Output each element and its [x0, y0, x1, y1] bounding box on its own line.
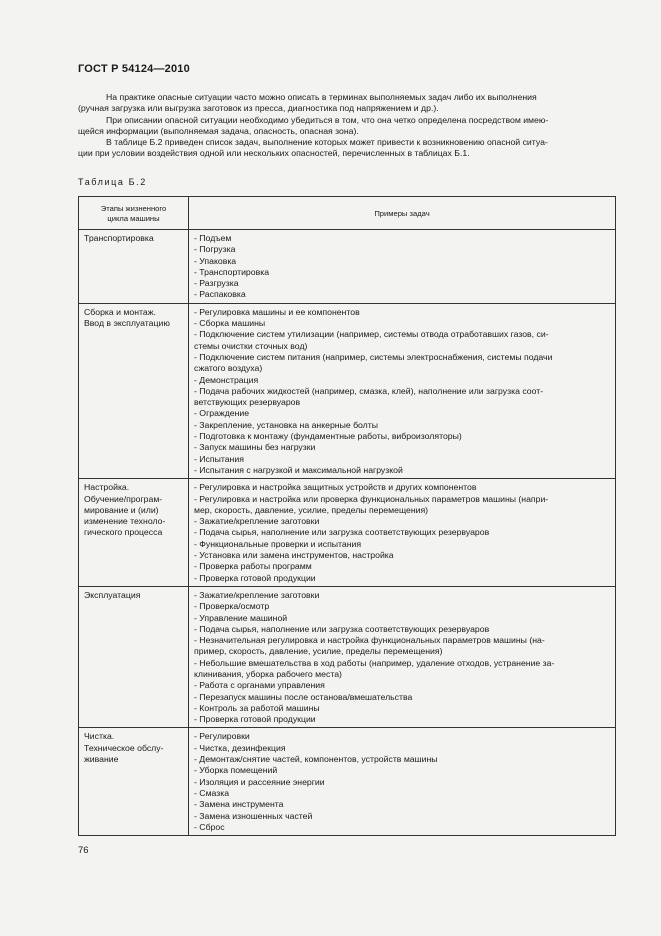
task-item: - Подача сырья, наполнение или загрузка соответствующих резервуаров	[194, 527, 490, 538]
task-item: - Незначительная регулировка и настройка функциональных параметров машины (на-	[194, 635, 545, 646]
stage-line: живание	[84, 754, 119, 765]
intro-line: На практике опасные ситуации часто можно описать в терминах выполняемых задач либо их выполнения	[106, 92, 537, 102]
task-item: - Чистка, дезинфекция	[194, 742, 286, 753]
task-item: - Сборка машины	[194, 318, 266, 329]
task-item: - Зажатие/крепление заготовки	[194, 589, 320, 600]
task-item: сжатого воздуха)	[194, 363, 263, 374]
task-examples-cell	[189, 728, 616, 836]
col1-header	[79, 197, 189, 230]
task-item: - Замена инструмента	[194, 799, 284, 810]
task-item: - Регулировка и настройка или проверка функциональных параметров машины (напри-	[194, 493, 549, 504]
stage-line: Эксплуатация	[84, 589, 141, 600]
task-item: - Регулировка машины и ее компонентов	[194, 306, 360, 317]
intro-line: При описании опасной ситуации необходимо убедиться в том, что она четко определена посредством имею-	[106, 114, 549, 125]
task-examples-cell	[189, 230, 616, 304]
task-item: - Демонстрация	[194, 374, 259, 385]
tasks-table	[78, 196, 616, 836]
task-item: пример, скорость, давление, усилие, пределы перемещения)	[194, 646, 443, 657]
task-item: - Демонтаж/снятие частей, компонентов, устройств машины	[194, 754, 438, 765]
stage-line: изменение техноло-	[84, 516, 166, 527]
lifecycle-stage-cell	[79, 479, 189, 587]
task-item: - Подача рабочих жидкостей (например, смазка, клей), наполнение или загрузка соот-	[194, 385, 544, 396]
task-item: - Регулировки	[194, 731, 250, 742]
task-item: - Замена изношенных частей	[194, 810, 313, 821]
task-item: - Испытания	[194, 453, 244, 464]
intro-line: В таблице Б.2 приведен список задач, выполнение которых может привести к возникновению опасной ситуа-	[106, 137, 548, 148]
task-item: - Упаковка	[194, 255, 237, 266]
lifecycle-stage-cell	[79, 728, 189, 836]
table-row	[79, 586, 616, 728]
table-header-row	[79, 197, 616, 230]
lifecycle-stage-cell	[79, 303, 189, 478]
standard-title: ГОСТ Р 54124—2010	[78, 63, 190, 75]
task-item: - Контроль за работой машины	[194, 702, 320, 713]
intro-text	[78, 92, 615, 160]
table-body	[79, 230, 616, 836]
task-item: - Подготовка к монтажу (фундаментные работы, виброизоляторы)	[194, 431, 462, 442]
intro-line: ции при условии воздействия одной или нескольких опасностей, перечисленных в таблицах Б.1.	[78, 148, 470, 159]
task-item: - Проверка готовой продукции	[194, 714, 316, 725]
stage-line: Сборка и монтаж.	[84, 306, 156, 317]
task-item: - Закрепление, установка на анкерные болты	[194, 419, 378, 430]
task-item: - Сброс	[194, 821, 225, 832]
task-item: - Зажатие/крепление заготовки	[194, 516, 320, 527]
task-item: - Перезапуск машины после останова/вмешательства	[194, 691, 413, 702]
stage-line: Ввод в эксплуатацию	[84, 318, 170, 329]
page-number: 76	[78, 845, 89, 856]
task-item: - Подача сырья, наполнение или загрузка соответствующих резервуаров	[194, 623, 490, 634]
table-row	[79, 479, 616, 587]
task-item: - Небольшие вмешательства в ход работы (например, удаление отходов, устранение за-	[194, 657, 555, 668]
task-item: - Работа с органами управления	[194, 680, 325, 691]
stage-line: Транспортировка	[84, 233, 154, 243]
task-item: ветствующих резервуаров	[194, 397, 301, 408]
task-item: - Регулировка и настройка защитных устройств и других компонентов	[194, 482, 477, 493]
task-item: - Проверка/осмотр	[194, 601, 270, 612]
task-item: - Запуск машины без нагрузки	[194, 442, 316, 453]
task-item: мер, скорость, давление, усилие, пределы перемещения)	[194, 504, 429, 515]
table-caption: Таблица Б.2	[78, 177, 147, 187]
task-item: - Подключение систем питания (например, системы электроснабжения, системы подачи	[194, 351, 553, 362]
intro-line: (ручная загрузка или выгрузка заготовок из пресса, диагностика под напряжением и др.).	[78, 103, 439, 114]
task-item: - Функциональные проверки и испытания	[194, 538, 362, 549]
lifecycle-stage-cell	[79, 586, 189, 728]
stage-line: Техническое обслу-	[84, 742, 164, 753]
table-row	[79, 230, 616, 304]
task-item: - Управление машиной	[194, 612, 288, 623]
task-item: - Уборка помещений	[194, 765, 278, 776]
task-item: - Транспортировка	[194, 266, 270, 277]
table-row	[79, 303, 616, 478]
task-item: - Распаковка	[194, 289, 246, 300]
task-item: - Проверка готовой продукции	[194, 572, 316, 583]
stage-line: Настройка.	[84, 482, 130, 493]
task-item: стемы очистки сточных вод)	[194, 340, 308, 351]
task-item: - Проверка работы программ	[194, 561, 312, 572]
col2-header: Примеры задач	[189, 197, 616, 230]
lifecycle-stage-cell	[79, 230, 189, 304]
task-item: - Установка или замена инструментов, настройка	[194, 550, 394, 561]
task-item: - Изоляция и рассеяние энергии	[194, 776, 325, 787]
stage-line: Чистка.	[84, 731, 115, 742]
col1-header-line: Этапы жизненного	[100, 204, 167, 213]
task-examples-cell	[189, 303, 616, 478]
col1-header-line: цикла машины	[107, 213, 160, 223]
task-item: - Испытания с нагрузкой и максимальной нагрузкой	[194, 464, 403, 475]
task-item: - Подъем	[194, 233, 232, 243]
stage-line: Обучение/програм-	[84, 493, 163, 504]
stage-line: гического процесса	[84, 527, 163, 538]
task-examples-cell	[189, 586, 616, 728]
intro-line: щейся информации (выполняемая задача, опасность, опасная зона).	[78, 125, 359, 136]
task-item: - Разгрузка	[194, 278, 239, 289]
task-item: - Ограждение	[194, 408, 250, 419]
task-examples-cell	[189, 479, 616, 587]
task-item: - Погрузка	[194, 244, 236, 255]
stage-line: мирование и (или)	[84, 504, 159, 515]
table-row	[79, 728, 616, 836]
task-item: клинивания, уборка рабочего места)	[194, 668, 342, 679]
task-item: - Смазка	[194, 787, 230, 798]
task-item: - Подключение систем утилизации (например, системы отвода отработавших газов, си-	[194, 329, 549, 340]
